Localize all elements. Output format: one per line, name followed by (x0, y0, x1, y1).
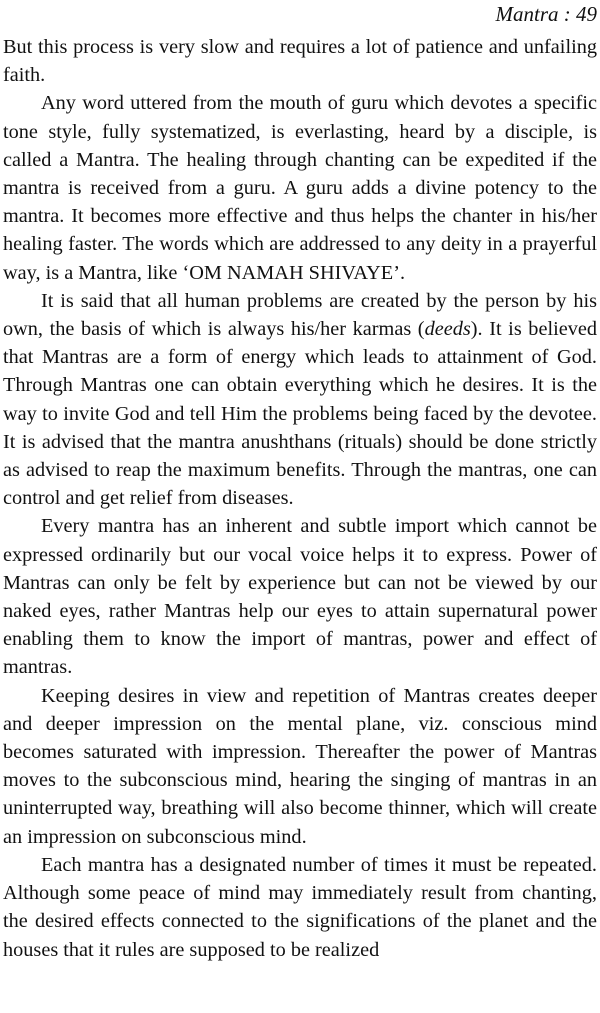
paragraph-3 (3, 287, 597, 513)
running-header: Mantra : 49 (495, 2, 597, 26)
paragraph-3-text-after: ). It is believed that Mantras are a form of energy which leads to attainment of God. Through Mantras one can obtain everything which he desires. It is the way to invite God and tell Him the problems being faced by the devotee. It is advised that the mantra anushthans (rituals) should be done strictly as advised to reap the maximum benefits. Through the mantras, one can control and get relief from diseases. (3, 318, 598, 510)
paragraph-4: Every mantra has an inherent and subtle import which cannot be expressed ordinarily but our vocal voice helps it to express. Power of Mantras can only be felt by experience but can not be viewed by our naked eyes, rather Mantras help our eyes to attain supernatural power enabling them to know the import of mantras, power and effect of mantras. (3, 515, 597, 679)
paragraph-2: Any word uttered from the mouth of guru which devotes a specific tone style, fully systematized, is everlasting, heard by a disciple, is called a Mantra. The healing through chanting can be expedited if the mantra is received from a guru. A guru adds a divine potency to the mantra. It becomes more effective and thus helps the chanter in his/her healing faster. The words which are addressed to any deity in a prayerful way, is a Mantra, like ‘OM NAMAH SHIVAYE’. (3, 92, 597, 284)
paragraph-6: Each mantra has a designated number of times it must be repeated. Although some peace of mind may immediately result from chanting, the desired effects connected to the significations of the planet and the houses that it rules are supposed to be realized (3, 853, 597, 961)
body-text (3, 33, 597, 964)
paragraph-5: Keeping desires in view and repetition of Mantras creates deeper and deeper impression on the mental plane, viz. conscious mind becomes saturated with impression. Thereafter the power of Mantras moves to the subconscious mind, hearing the singing of mantras in an uninterrupted way, breathing will also become thinner, which will create an impression on subconscious mind. (3, 684, 597, 848)
paragraph-3-emphasis: deeds (424, 318, 471, 341)
paragraph-1: But this process is very slow and requires a lot of patience and unfailing faith. (3, 36, 597, 87)
paragraph-3-text-before: It is said that all human problems are created by the person by his own, the basis of which is always his/her karmas ( (3, 289, 597, 341)
